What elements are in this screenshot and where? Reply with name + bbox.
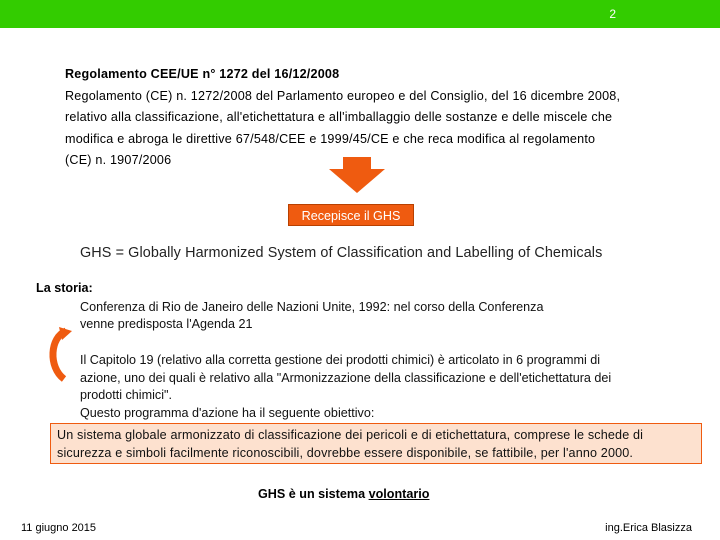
capitolo-line: prodotti chimici". [80, 388, 172, 402]
regulation-line: relativo alla classificazione, all'etichettatura e all'imballaggio delle sostanze e delle miscele che [65, 110, 613, 125]
capitolo-text [80, 352, 690, 422]
capitolo-line: Il Capitolo 19 (relativo alla corretta gestione dei prodotti chimici) è articolato in 6 programmi di [80, 353, 601, 367]
storia-heading: La storia: [36, 281, 93, 295]
conferenza-line: venne predisposta l'Agenda 21 [80, 317, 253, 331]
ghs-definition: GHS = Globally Harmonized System of Classification and Labelling of Chemicals [80, 245, 603, 261]
down-arrow-icon [329, 157, 385, 193]
regulation-line: Regolamento (CE) n. 1272/2008 del Parlamento europeo e del Consiglio, del 16 dicembre 2008, [65, 88, 621, 103]
curved-arrow-icon [46, 327, 72, 385]
page-number: 2 [609, 7, 616, 21]
recepisce-ghs-label: Recepisce il GHS [288, 204, 414, 226]
regulation-line: modifica e abroga le direttive 67/548/CEE e 1999/45/CE e che reca modifica al regolamento [65, 131, 596, 146]
objective-box [50, 423, 702, 464]
ghs-volontario-statement [258, 487, 429, 501]
regulation-title: Regolamento CEE/UE n° 1272 del 16/12/2008 [65, 67, 340, 81]
capitolo-line: azione, uno dei quali è relativo alla "Armonizzazione della classificazione e dell'etichettatura dei [80, 370, 612, 385]
statement-emphasis: volontario [368, 487, 430, 501]
objective-line: sicurezza e simboli facilmente riconoscibili, dovrebbe essere disponibile, se fattibile, per l'anno 2000. [57, 445, 634, 460]
header-bar [0, 0, 720, 28]
objective-line: Un sistema globale armonizzato di classificazione dei pericoli e di etichettatura, comprese le schede di [57, 428, 644, 442]
conferenza-text [80, 299, 640, 333]
footer-date: 11 giugno 2015 [21, 522, 97, 534]
statement-prefix: GHS è un sistema [258, 487, 369, 501]
regulation-block [65, 64, 675, 172]
regulation-line: (CE) n. 1907/2006 [65, 153, 172, 168]
footer-author: ing.Erica Blasizza [605, 522, 692, 534]
capitolo-line: Questo programma d'azione ha il seguente obiettivo: [80, 405, 375, 420]
conferenza-line: Conferenza di Rio de Janeiro delle Nazioni Unite, 1992: nel corso della Conferenza [80, 300, 544, 314]
